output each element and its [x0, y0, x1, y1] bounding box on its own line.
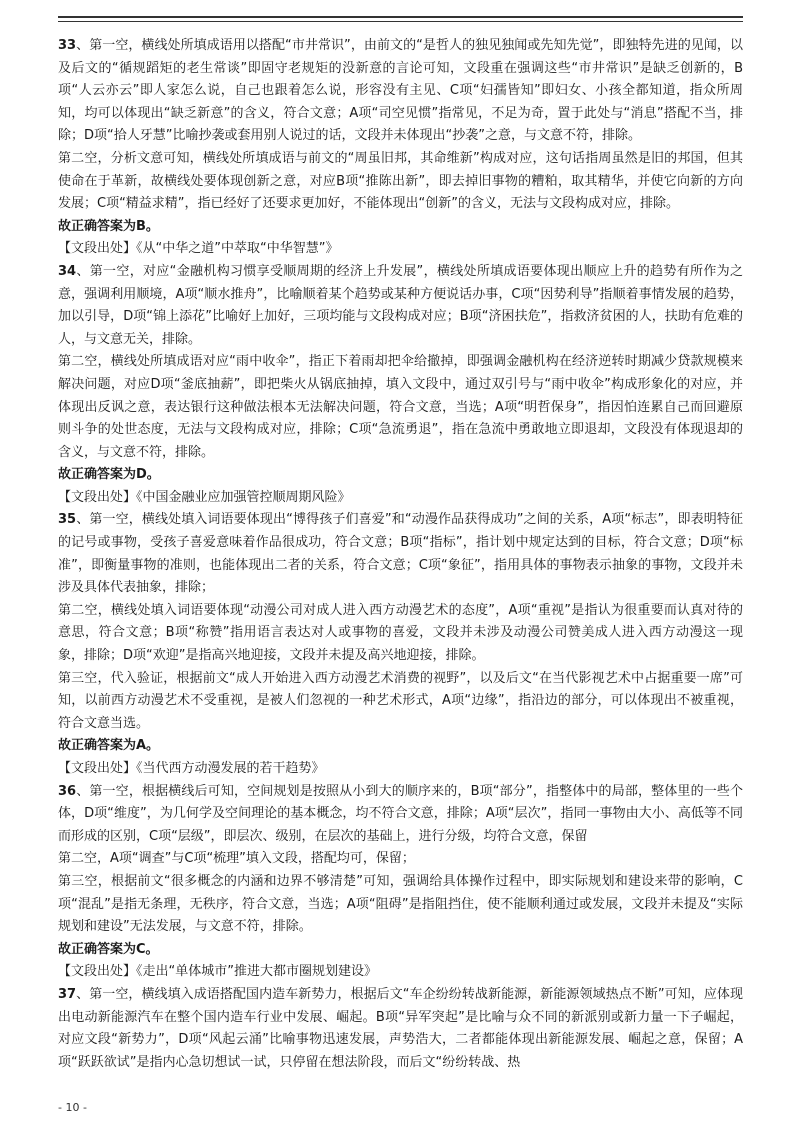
- q37-paragraph-1: [58, 984, 743, 1074]
- q34-number: 34: [58, 263, 77, 279]
- q36-text-1: 、第一空，根据横线后可知，空间规划是按照从小到大的顺序来的，B项“部分”，指整体中的局部，整体里的一些个体，D项“维度”，为几何学及空间理论的基本概念，均不符合文意，排除；A项“层次”，指同一事物由大小、高低等不同而形成的区别，C项“层级”，即层次、级别，在层次的基础上，进行分级，均符合文意，保留: [58, 783, 743, 844]
- q37-text-1: 、第一空，横线填入成语搭配国内造车新势力，根据后文“车企纷纷转战新能源，新能源领域热点不断”可知，应体现出电动新能源汽车在整个国内造车行业中发展、崛起。B项“异军突起”是比喻与众不同的新派别或新力量一下子崛起，对应文段“新势力”，D项“风起云涌”比喻事物迅速发展，声势浩大，二者都能体现出新能源发展、崛起之意，保留；A项“跃跃欲试”是指内心急切想试一试，只停留在想法阶段，而后文“纷纷转战、热: [58, 986, 743, 1070]
- q36-paragraph-2: 第二空，A项“调查”与C项“梳理”填入文段，搭配均可，保留；: [58, 851, 415, 867]
- q33-number: 33: [58, 38, 77, 53]
- q35-number: 35: [58, 512, 77, 528]
- q36-number: 36: [58, 783, 77, 799]
- q33-paragraph-1: [58, 35, 743, 148]
- q36-source: 【文段出处】《走出“单体城市”推进大都市圈规划建设》: [58, 964, 377, 980]
- q35-source: 【文段出处】《当代西方动漫发展的若干趋势》: [58, 761, 325, 776]
- q35-answer: 故正确答案为A。: [58, 738, 160, 754]
- q35-paragraph-3: 第三空，代入验证，根据前文“成人开始进入西方动漫艺术消费的视野”，以及后文“在当代影视艺术中占据重要一席”可知，以前西方动漫艺术不受重视，是被人们忽视的一种艺术形式，A项“边缘”，指沿边的部分，可以体现出不被重视，符合文意当选。: [58, 670, 743, 731]
- q34-paragraph-2: 第二空，横线处所填成语对应“雨中收伞”，指正下着雨却把伞给撤掉，即强调金融机构在经济逆转时期减少贷款规模来解决问题，对应D项“釜底抽薪”，即把柴火从锅底抽掉，填入文段中，通过双引号与“雨中收伞”构成形象化的对应，并体现出反讽之意，表达银行这种做法根本无法解决问题，符合文意，当选；A项“明哲保身”，指因怕连累自己而回避原则斗争的处世态度，无法与文段构成对应，排除；C项“急流勇退”，指在急流中勇敢地立即退却，文段没有体现退却的含义，与文意不符，排除。: [58, 354, 743, 460]
- q34-source: 【文段出处】《中国金融业应加强管控顺周期风险》: [58, 489, 351, 505]
- q34-answer: 故正确答案为D。: [58, 467, 160, 483]
- q37-number: 37: [58, 986, 77, 1002]
- q36-answer: 故正确答案为C。: [58, 941, 159, 957]
- q33-answer: 故正确答案为B。: [58, 218, 159, 234]
- q33-paragraph-2: 第二空，分析文意可知，横线处所填成语与前文的“周虽旧邦，其命维新”构成对应，这句话指周虽然是旧的邦国，但其使命在于革新，故横线处要体现创新之意，对应B项“推陈出新”，即去掉旧事物的糟粕，取其精华，并使它向新的方向发展；C项“精益求精”，指已经好了还要求更加好，不能体现出“创新”的含义，无法与文段构成对应，排除。: [58, 150, 743, 212]
- q33-text-1: 、第一空，横线处所填成语用以搭配“市井常识”，由前文的“是哲人的独见独闻或先知先觉”，即独特先进的见闻，以及后文的“循规蹈矩的老生常谈”即固守老规矩的没新意的言论可知，文段重在强调这些“市井常识”是缺乏创新的，B项“人云亦云”即人家怎么说，自己也跟着怎么说，形容没有主见、C项“妇孺皆知”即妇女、小孩全都知道，指众所周知，均可以体现出“缺乏新意”的含义，符合文意；A项“司空见惯”指常见，不足为奇，置于此处与“消息”搭配不当，排除；D项“拾人牙慧”比喻抄袭或套用别人说过的话，文段并未体现出“抄袭”之意，与文意不符，排除。: [58, 38, 743, 144]
- q36-paragraph-1: [58, 781, 743, 849]
- q33-source: 【文段出处】《从“中华之道”中萃取“中华智慧”》: [58, 241, 339, 257]
- header-rule-thick: [58, 16, 743, 18]
- page-number: - 10 -: [58, 1101, 87, 1114]
- q36-paragraph-3: 第三空，根据前文“很多概念的内涵和边界不够清楚”可知，强调给具体操作过程中，即实际规划和建设来带的影响，C项“混乱”是指无条理，无秩序，符合文意，当选；A项“阻碍”是指阻挡住，使不能顺利通过或发展，文段并未提及“实际规划和建设”无法发展，与文意不符，排除。: [58, 873, 743, 935]
- q34-paragraph-1: [58, 261, 743, 351]
- q35-text-1: 、第一空，横线处填入词语要体现出“博得孩子们喜爱”和“动漫作品获得成功”之间的关系，A项“标志”，即表明特征的记号或事物，受孩子喜爱意味着作品很成功，符合文意；B项“指标”，指计划中规定达到的目标，符合文意；D项“标准”，即衡量事物的准则，也能体现出二者的关系，符合文意；C项“象征”，指用具体的事物表示抽象的事物，文段并未涉及具体代表抽象，排除；: [58, 512, 743, 596]
- q35-paragraph-1: [58, 509, 743, 599]
- q34-text-1: 、第一空，对应“金融机构习惯享受顺周期的经济上升发展”，横线处所填成语要体现出顺应上升的趋势有所作为之意，强调利用顺境，A项“顺水推舟”，比喻顺着某个趋势或某种方便说话办事，C项“因势利导”指顺着事情发展的趋势，加以引导，D项“锦上添花”比喻好上加好，三项均能与文段构成对应；B项“济困扶危”，指救济贫困的人，扶助有危难的人，与文意无关，排除。: [58, 263, 743, 347]
- header-rule-thin: [58, 21, 743, 22]
- document-body: [58, 35, 743, 1074]
- q35-paragraph-2: 第二空，横线处填入词语要体现“动漫公司对成人进入西方动漫艺术的态度”，A项“重视”是指认为很重要而认真对待的意思，符合文意；B项“称赞”指用语言表达对人或事物的喜爱，文段并未涉及动漫公司赞美成人进入西方动漫这一现象，排除；D项“欢迎”是指高兴地迎接，文段并未提及高兴地迎接，排除。: [58, 602, 743, 664]
